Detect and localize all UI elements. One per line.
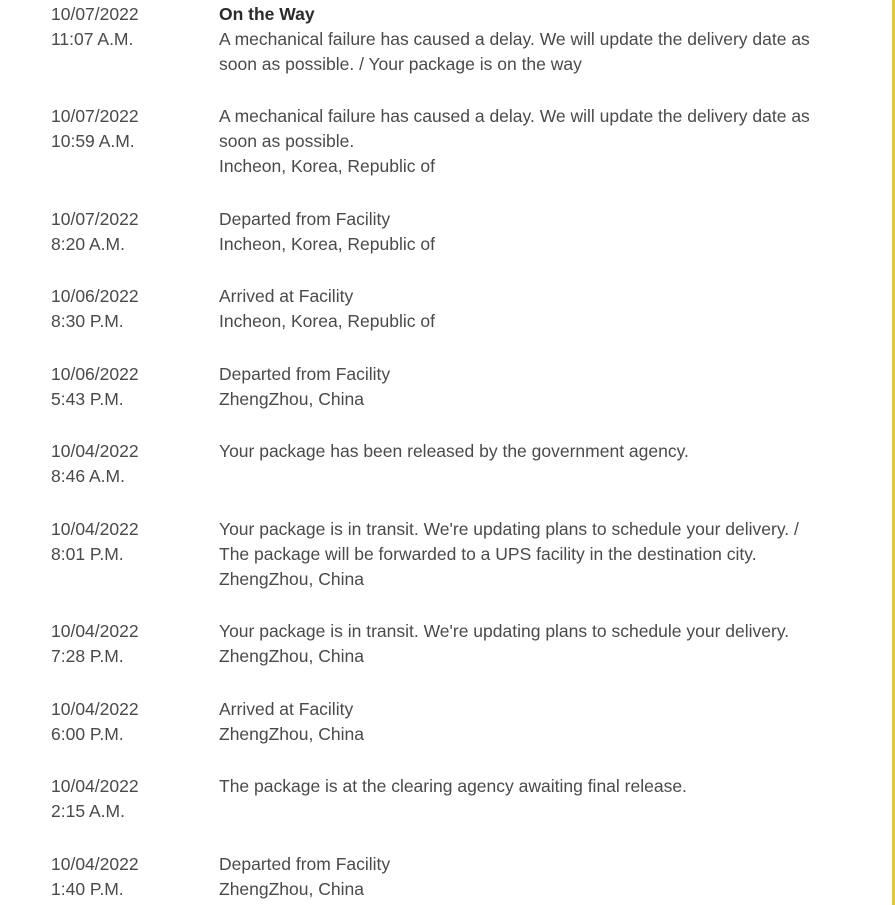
event-location: ZhengZhou, China <box>219 389 364 409</box>
event-datetime <box>51 362 211 412</box>
event-date: 10/07/2022 <box>51 4 139 24</box>
event-time: 5:43 P.M. <box>51 389 124 409</box>
event-time: 2:15 A.M. <box>51 801 125 821</box>
event-datetime <box>51 284 211 334</box>
event-datetime <box>51 852 211 902</box>
event-status-title: On the Way <box>219 4 315 24</box>
event-datetime <box>51 697 211 747</box>
event-time: 7:28 P.M. <box>51 646 124 666</box>
event-details <box>219 362 829 412</box>
event-datetime <box>51 517 211 567</box>
event-datetime <box>51 619 211 669</box>
event-time: 8:30 P.M. <box>51 311 124 331</box>
event-description: A mechanical failure has caused a delay. We will update the delivery date as soon as possible. / Your package is on the way <box>219 29 810 74</box>
event-time: 1:40 P.M. <box>51 879 124 899</box>
event-date: 10/04/2022 <box>51 441 139 461</box>
event-location: Incheon, Korea, Republic of <box>219 311 435 331</box>
event-details <box>219 104 829 179</box>
event-details <box>219 517 829 592</box>
event-datetime <box>51 2 211 52</box>
event-date: 10/07/2022 <box>51 106 139 126</box>
event-datetime <box>51 104 211 154</box>
event-details <box>219 439 829 464</box>
event-datetime <box>51 207 211 257</box>
event-description: Arrived at Facility <box>219 699 354 719</box>
event-details <box>219 619 829 669</box>
event-description: Departed from Facility <box>219 209 391 229</box>
event-date: 10/06/2022 <box>51 364 139 384</box>
event-time: 8:01 P.M. <box>51 544 124 564</box>
event-details <box>219 284 829 334</box>
event-time: 11:07 A.M. <box>51 29 134 49</box>
event-details <box>219 2 829 77</box>
event-details <box>219 774 829 799</box>
event-time: 8:20 A.M. <box>51 234 125 254</box>
event-description: The package is at the clearing agency awaiting final release. <box>219 776 687 796</box>
event-location: ZhengZhou, China <box>219 879 364 899</box>
event-datetime <box>51 774 211 824</box>
event-description: Departed from Facility <box>219 854 391 874</box>
event-date: 10/04/2022 <box>51 519 139 539</box>
event-details <box>219 207 829 257</box>
event-description: Arrived at Facility <box>219 286 354 306</box>
event-date: 10/04/2022 <box>51 854 139 874</box>
event-date: 10/07/2022 <box>51 209 139 229</box>
event-location: ZhengZhou, China <box>219 646 364 666</box>
event-location: ZhengZhou, China <box>219 724 364 744</box>
event-time: 10:59 A.M. <box>51 131 135 151</box>
event-description: Your package is in transit. We're updating plans to schedule your delivery. <box>219 621 790 641</box>
event-description: A mechanical failure has caused a delay. We will update the delivery date as soon as possible. <box>219 106 810 151</box>
event-time: 6:00 P.M. <box>51 724 124 744</box>
event-time: 8:46 A.M. <box>51 466 125 486</box>
event-description: Your package has been released by the government agency. <box>219 441 689 461</box>
event-date: 10/04/2022 <box>51 621 139 641</box>
event-date: 10/06/2022 <box>51 286 139 306</box>
event-location: Incheon, Korea, Republic of <box>219 234 435 254</box>
event-datetime <box>51 439 211 489</box>
event-description: Departed from Facility <box>219 364 391 384</box>
event-description: Your package is in transit. We're updating plans to schedule your delivery. / The package will be forwarded to a UPS facility in the destination city. <box>219 519 799 564</box>
event-date: 10/04/2022 <box>51 699 139 719</box>
event-date: 10/04/2022 <box>51 776 139 796</box>
event-location: ZhengZhou, China <box>219 569 364 589</box>
event-details <box>219 697 829 747</box>
event-location: Incheon, Korea, Republic of <box>219 156 435 176</box>
event-details <box>219 852 829 902</box>
